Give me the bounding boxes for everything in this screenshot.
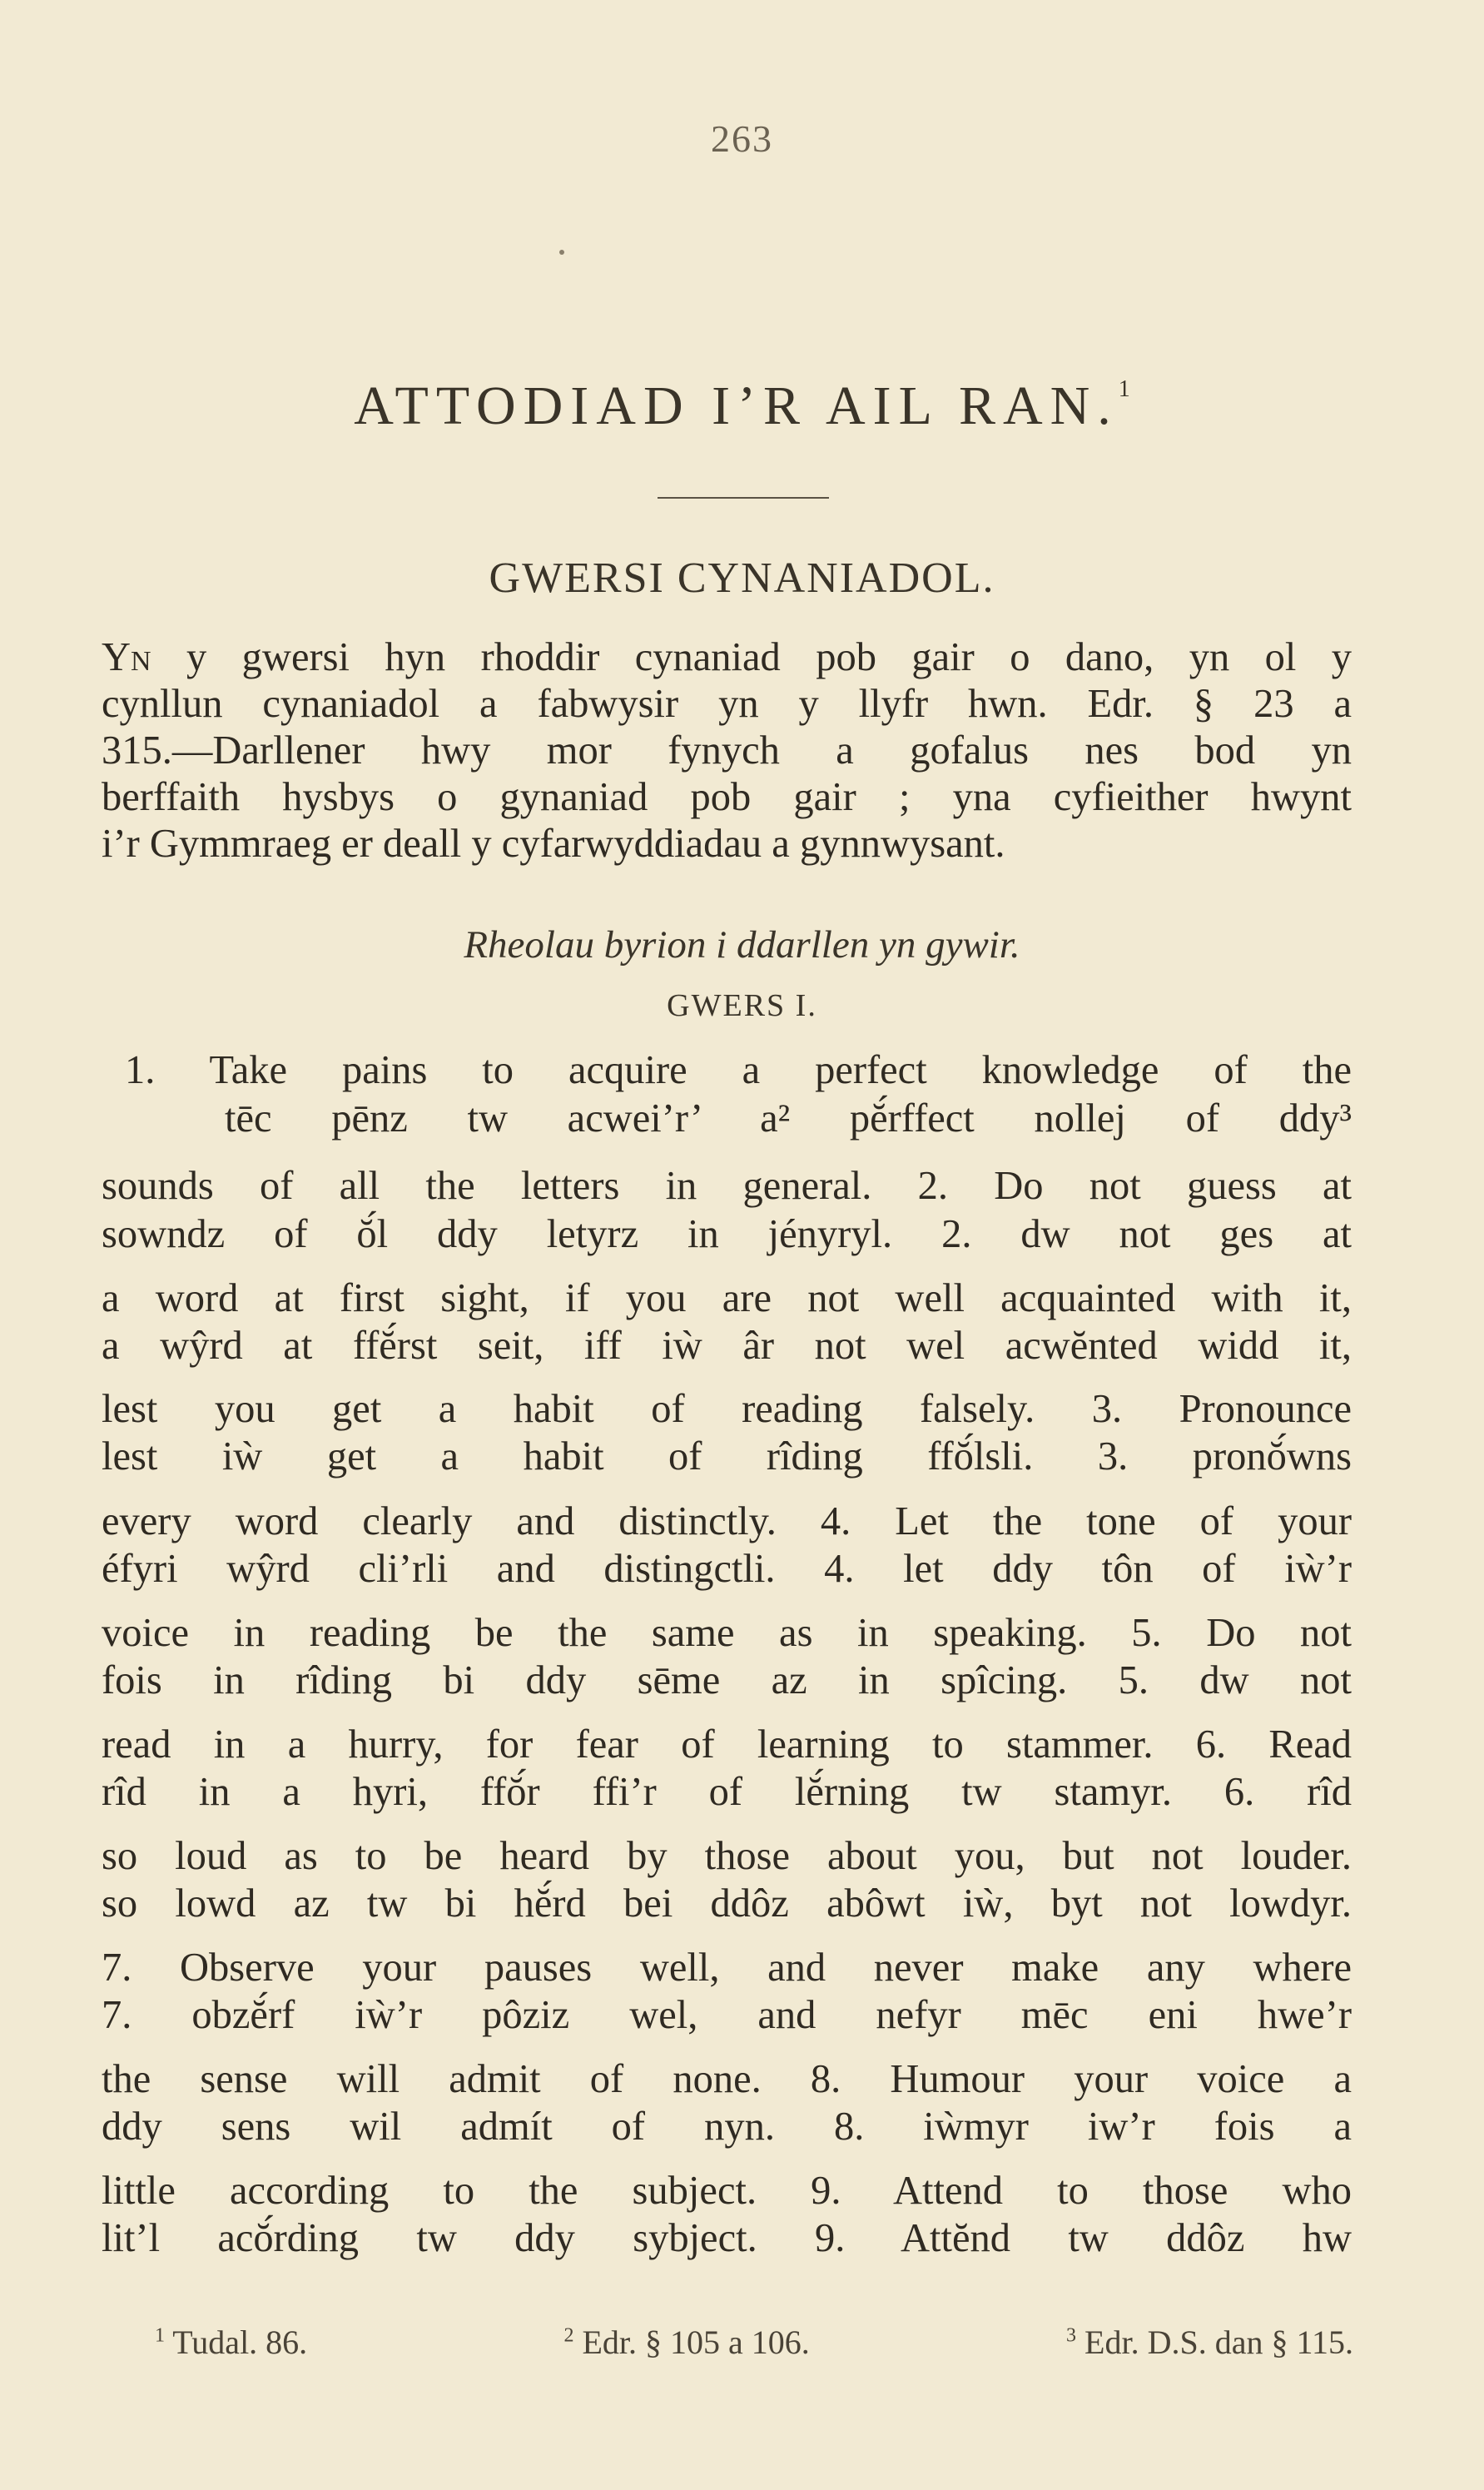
english-line: little according to the subject. 9. Attend to those who	[102, 2169, 1352, 2213]
rules-heading: Rheolau byrion i ddarllen yn gywir.	[464, 923, 1020, 967]
lesson-heading: GWERS I.	[667, 988, 817, 1023]
intro-line	[102, 634, 1352, 681]
phonetic-line: fois in rîding bi ddy sēme az in spîcing. 5. dw not	[102, 1658, 1352, 1702]
english-line: voice in reading be the same as in speaking. 5. Do not	[102, 1611, 1352, 1655]
intro-line: berffaith hysbys o gynaniad pob gair ; yna cyfieither hwynt	[102, 775, 1352, 819]
footnotes	[155, 2323, 1353, 2362]
chapter-title	[0, 375, 1484, 438]
phonetic-line: so lowd az tw bi hĕ́rd bei ddôz abôwt iẁ, byt not lowdyr.	[102, 1881, 1352, 1926]
english-line: lest you get a habit of reading falsely. 3. Pronounce	[102, 1387, 1352, 1431]
title-footnote-mark: 1	[1118, 376, 1130, 402]
footnote-mark: 2	[563, 2324, 574, 2347]
phonetic-line: 7. obzĕ́rf iẁ’r pôziz wel, and nefyr mēc eni hwe’r	[102, 1993, 1352, 2037]
phonetic-line: rîd in a hyri, ffŏ́r ffi’r of lĕ́rning tw stamyr. 6. rîd	[102, 1770, 1352, 1814]
footnote-mark: 1	[155, 2324, 165, 2347]
english-line: so loud as to be heard by those about you, but not louder.	[102, 1834, 1352, 1878]
intro-line: i’r Gymmraeg er deall y cyfarwyddiadau a gynnwysant.	[102, 822, 1005, 866]
footnote-text: Tudal. 86.	[172, 2324, 308, 2361]
print-mark	[559, 250, 564, 255]
footnote-text: Edr. D.S. dan § 115.	[1084, 2324, 1353, 2361]
phonetic-line: lest iẁ get a habit of rîding ffŏ́lsli. 3. pronŏ́wns	[102, 1434, 1352, 1479]
chapter-title-text: ATTODIAD I’R AIL RAN.	[354, 375, 1119, 436]
section-subtitle: GWERSI CYNANIADOL.	[489, 554, 995, 602]
footnote	[155, 2323, 307, 2362]
english-line: a word at first sight, if you are not well acquainted with it,	[102, 1276, 1352, 1320]
english-line: the sense will admit of none. 8. Humour your voice a	[102, 2057, 1352, 2101]
phonetic-line: a wŷrd at ffĕ́rst seit, iff iẁ âr not wel acwĕnted widd it,	[102, 1324, 1352, 1368]
english-line: sounds of all the letters in general. 2. Do not guess at	[102, 1164, 1352, 1208]
footnote	[563, 2323, 809, 2362]
intro-line: cynllun cynaniadol a fabwysir yn y llyfr hwn. Edr. § 23 a	[102, 682, 1352, 726]
intro-paragraph	[102, 634, 1352, 867]
intro-line-text: y gwersi hyn rhoddir cynaniad pob gair o dano, yn ol y	[186, 635, 1352, 679]
title-rule	[658, 497, 829, 499]
english-line: 1. Take pains to acquire a perfect knowledge of the	[125, 1048, 1352, 1092]
english-line: 7. Observe your pauses well, and never make any where	[102, 1946, 1352, 1990]
phonetic-line: sowndz of ŏ́l ddy letyrz in jényryl. 2. dw not ges at	[102, 1212, 1352, 1256]
footnote-mark: 3	[1066, 2324, 1077, 2347]
page-number: 263	[711, 117, 773, 160]
intro-line: 315.—Darllener hwy mor fynych a gofalus nes bod yn	[102, 728, 1352, 773]
phonetic-line: tēc pēnz tw acwei’r’ a² pĕ́rffect nollej of ddy³	[225, 1096, 1352, 1141]
footnote	[1066, 2323, 1353, 2362]
phonetic-line: lit’l acŏ́rding tw ddy sybject. 9. Attĕnd tw ddôz hw	[102, 2216, 1352, 2260]
english-line: every word clearly and distinctly. 4. Let the tone of your	[102, 1499, 1352, 1543]
phonetic-line: éfyri wŷrd cli’rli and distingctli. 4. let ddy tôn of iẁ’r	[102, 1547, 1352, 1591]
english-line: read in a hurry, for fear of learning to stammer. 6. Read	[102, 1722, 1352, 1767]
intro-lead: Yn	[102, 635, 151, 679]
footnote-text: Edr. § 105 a 106.	[582, 2324, 810, 2361]
phonetic-line: ddy sens wil admít of nyn. 8. iẁmyr iw’r fois a	[102, 2105, 1352, 2149]
